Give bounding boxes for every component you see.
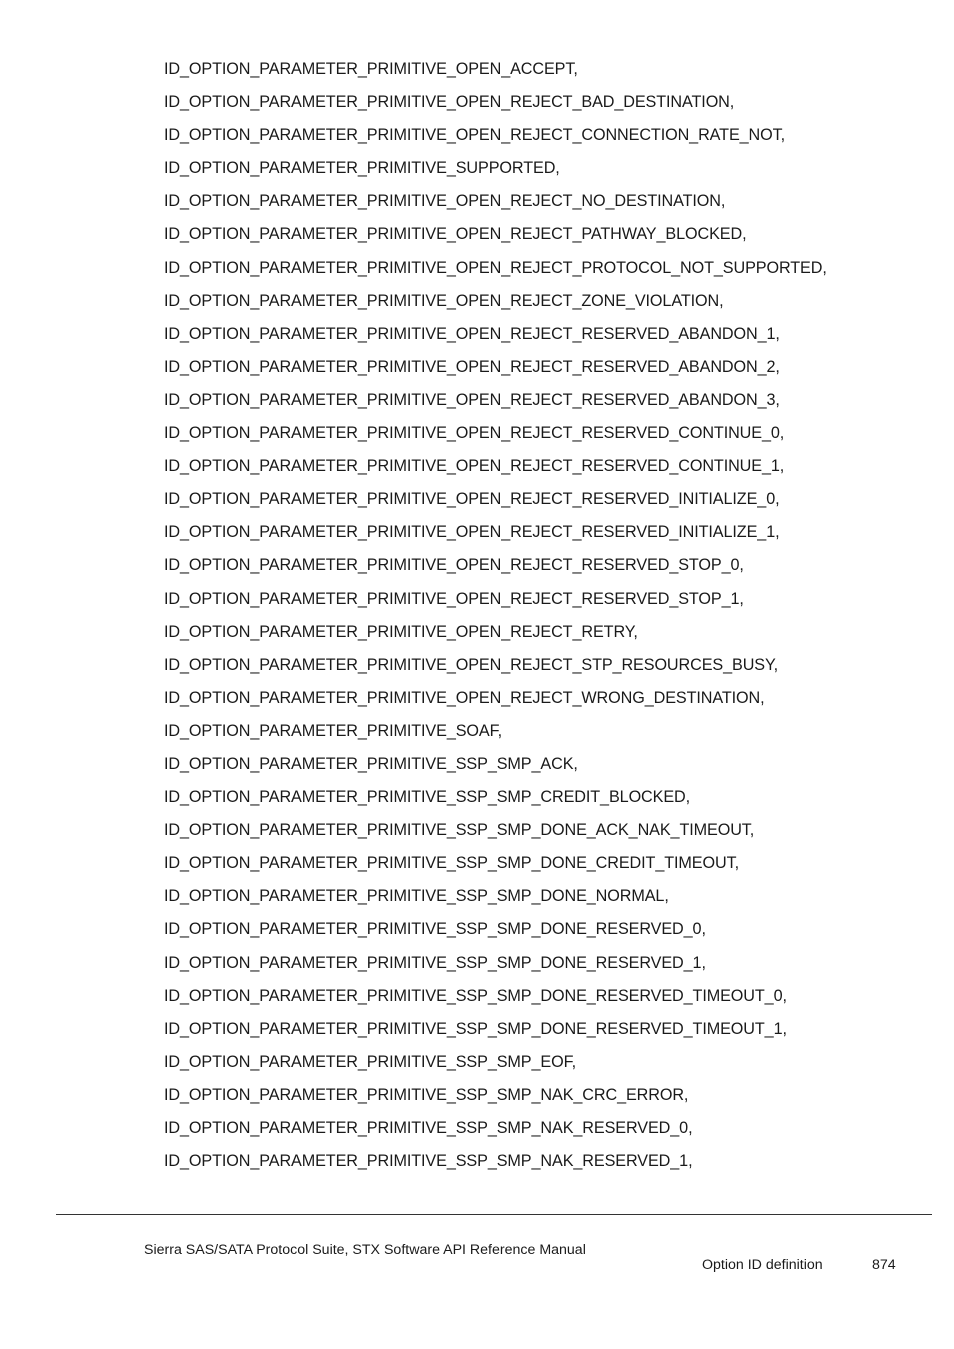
list-item: ID_OPTION_PARAMETER_PRIMITIVE_OPEN_REJECT_BAD_DESTINATION, (164, 93, 735, 112)
list-item: ID_OPTION_PARAMETER_PRIMITIVE_OPEN_ACCEPT, (164, 60, 578, 78)
page-number: 874 (872, 1257, 896, 1273)
list-item: ID_OPTION_PARAMETER_PRIMITIVE_OPEN_REJECT_RESERVED_STOP_0, (164, 556, 744, 575)
list-item: ID_OPTION_PARAMETER_PRIMITIVE_OPEN_REJECT_RESERVED_STOP_1, (164, 589, 744, 608)
list-item: ID_OPTION_PARAMETER_PRIMITIVE_SSP_SMP_DONE_CREDIT_TIMEOUT, (164, 854, 739, 873)
list-item: ID_OPTION_PARAMETER_PRIMITIVE_SSP_SMP_DONE_RESERVED_TIMEOUT_0, (164, 986, 787, 1005)
footer-section-name: Option ID definition (702, 1257, 823, 1273)
list-item: ID_OPTION_PARAMETER_PRIMITIVE_OPEN_REJECT_RETRY, (164, 622, 638, 641)
list-item: ID_OPTION_PARAMETER_PRIMITIVE_OPEN_REJECT_WRONG_DESTINATION, (164, 688, 765, 707)
list-item: ID_OPTION_PARAMETER_PRIMITIVE_SSP_SMP_NAK_CRC_ERROR, (164, 1085, 689, 1104)
list-item: ID_OPTION_PARAMETER_PRIMITIVE_SSP_SMP_DONE_RESERVED_TIMEOUT_1, (164, 1019, 787, 1038)
list-item: ID_OPTION_PARAMETER_PRIMITIVE_OPEN_REJECT_RESERVED_ABANDON_1, (164, 324, 780, 343)
list-item: ID_OPTION_PARAMETER_PRIMITIVE_OPEN_REJECT_ZONE_VIOLATION, (164, 291, 724, 310)
list-item: ID_OPTION_PARAMETER_PRIMITIVE_SSP_SMP_DONE_RESERVED_0, (164, 920, 706, 939)
list-item: ID_OPTION_PARAMETER_PRIMITIVE_OPEN_REJECT_RESERVED_INITIALIZE_0, (164, 490, 780, 509)
list-item: ID_OPTION_PARAMETER_PRIMITIVE_OPEN_REJECT_STP_RESOURCES_BUSY, (164, 655, 778, 674)
list-item: ID_OPTION_PARAMETER_PRIMITIVE_SSP_SMP_DONE_NORMAL, (164, 887, 669, 906)
list-item: ID_OPTION_PARAMETER_PRIMITIVE_OPEN_REJECT_PATHWAY_BLOCKED, (164, 225, 747, 244)
list-item: ID_OPTION_PARAMETER_PRIMITIVE_OPEN_REJECT_RESERVED_CONTINUE_0, (164, 424, 785, 443)
list-item: ID_OPTION_PARAMETER_PRIMITIVE_OPEN_REJECT_NO_DESTINATION, (164, 192, 726, 211)
list-item: ID_OPTION_PARAMETER_PRIMITIVE_SSP_SMP_NAK_RESERVED_0, (164, 1119, 693, 1137)
list-item: ID_OPTION_PARAMETER_PRIMITIVE_SSP_SMP_ACK, (164, 754, 578, 773)
list-item: ID_OPTION_PARAMETER_PRIMITIVE_SSP_SMP_NAK_RESERVED_1, (164, 1152, 693, 1171)
footer-divider (56, 1214, 932, 1215)
option-id-list (164, 56, 827, 1181)
list-item: ID_OPTION_PARAMETER_PRIMITIVE_SSP_SMP_EOF, (164, 1052, 576, 1071)
list-item: ID_OPTION_PARAMETER_PRIMITIVE_OPEN_REJECT_PROTOCOL_NOT_SUPPORTED, (164, 258, 827, 277)
footer-manual-title: Sierra SAS/SATA Protocol Suite, STX Software API Reference Manual (144, 1242, 586, 1258)
list-item: ID_OPTION_PARAMETER_PRIMITIVE_OPEN_REJECT_RESERVED_ABANDON_2, (164, 357, 780, 376)
list-item: ID_OPTION_PARAMETER_PRIMITIVE_SSP_SMP_CREDIT_BLOCKED, (164, 788, 691, 807)
list-item: ID_OPTION_PARAMETER_PRIMITIVE_SOAF, (164, 721, 503, 740)
list-item: ID_OPTION_PARAMETER_PRIMITIVE_OPEN_REJECT_CONNECTION_RATE_NOT, (164, 126, 786, 145)
list-item: ID_OPTION_PARAMETER_PRIMITIVE_OPEN_REJECT_RESERVED_INITIALIZE_1, (164, 523, 780, 542)
list-item: ID_OPTION_PARAMETER_PRIMITIVE_SSP_SMP_DONE_RESERVED_1, (164, 953, 706, 972)
list-item: ID_OPTION_PARAMETER_PRIMITIVE_SSP_SMP_DONE_ACK_NAK_TIMEOUT, (164, 821, 755, 840)
list-item: ID_OPTION_PARAMETER_PRIMITIVE_OPEN_REJECT_RESERVED_ABANDON_3, (164, 390, 780, 409)
list-item: ID_OPTION_PARAMETER_PRIMITIVE_OPEN_REJECT_RESERVED_CONTINUE_1, (164, 457, 785, 476)
list-item: ID_OPTION_PARAMETER_PRIMITIVE_SUPPORTED, (164, 159, 560, 178)
